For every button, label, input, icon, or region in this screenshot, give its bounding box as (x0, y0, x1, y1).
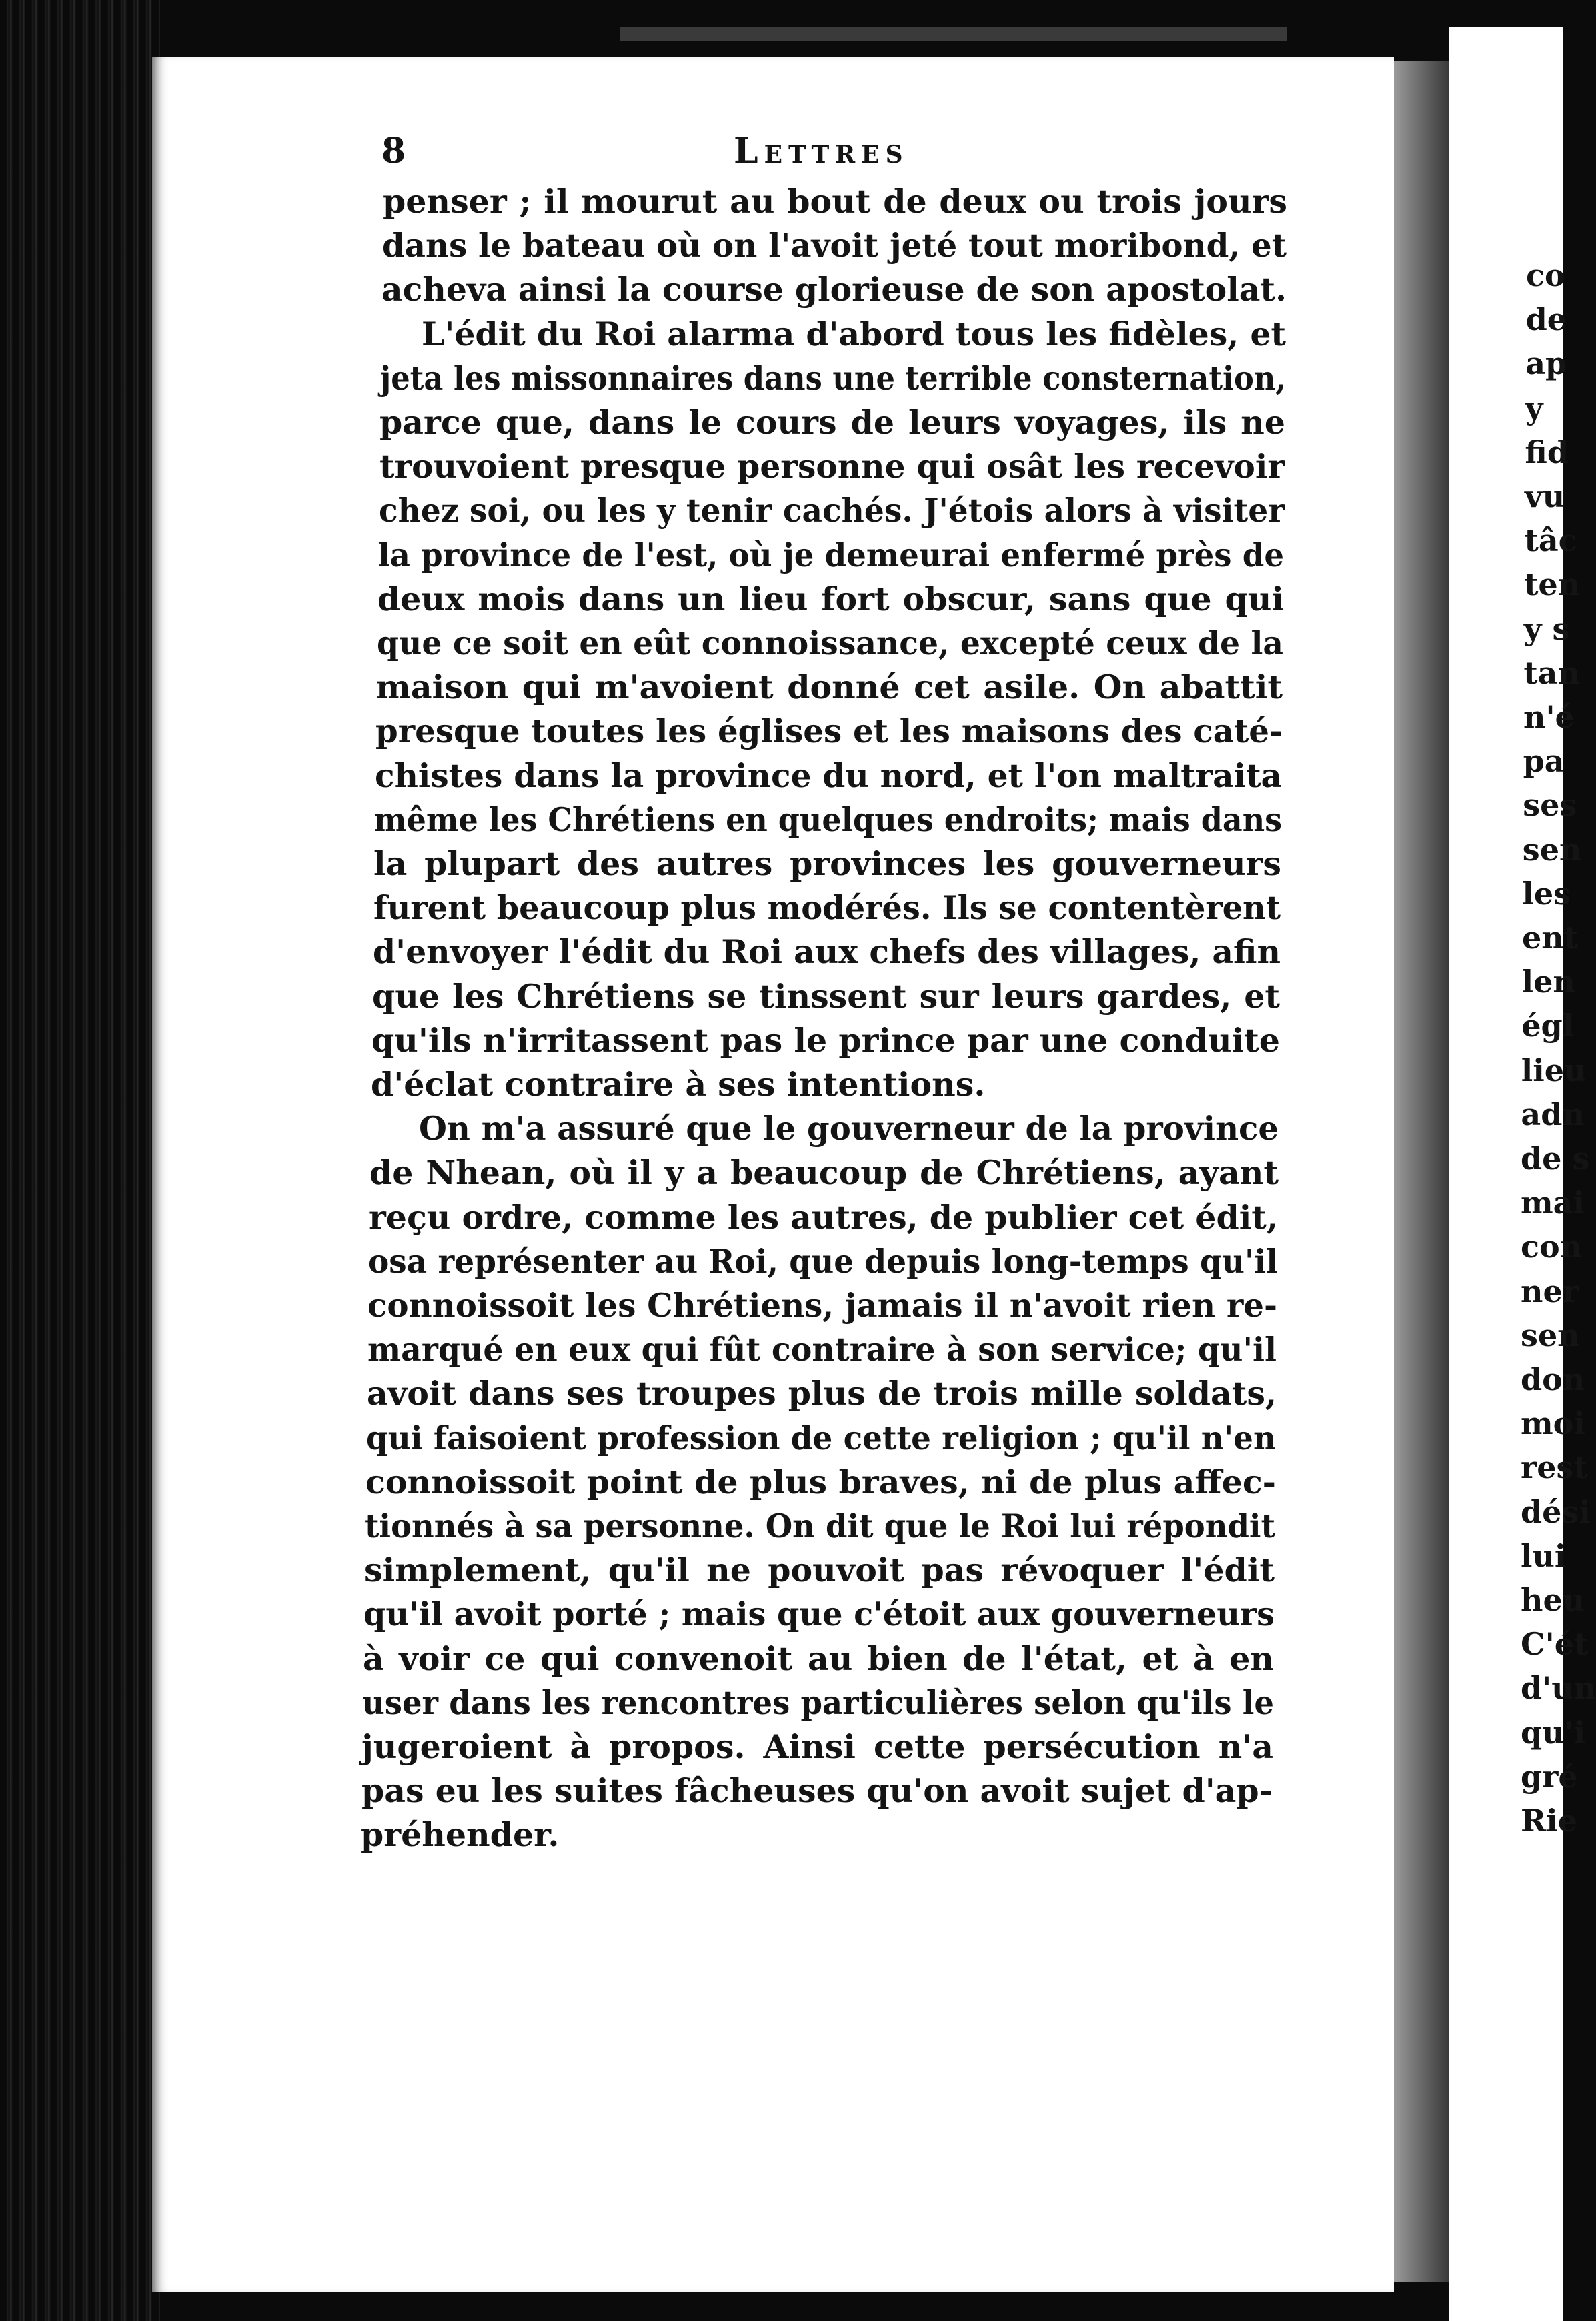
facing-text-fragment: égl (1521, 1008, 1575, 1044)
text-line: d'envoyer l'édit du Roi aux chefs des villages, afin (373, 932, 1281, 971)
facing-text-fragment: moi (1521, 1405, 1585, 1441)
facing-text-fragment: don (1521, 1361, 1585, 1397)
text-line: préhender. (361, 1815, 560, 1854)
facing-text-fragment: les (1522, 876, 1571, 912)
text-line: connoissoit les Chrétiens, jamais il n'avoit rien re- (367, 1286, 1277, 1325)
page-number: 8 (381, 131, 406, 171)
text-line: trouvoient presque personne qui osât les recevoir (379, 447, 1285, 486)
text-line: qui faisoient profession de cette religion ; qu'il n'en (366, 1419, 1276, 1457)
facing-text-fragment: adn (1521, 1096, 1585, 1132)
facing-text-fragment: vu (1525, 478, 1565, 514)
facing-text-fragment: d'un (1521, 1670, 1596, 1706)
facing-text-fragment: y (1525, 390, 1543, 426)
facing-text-fragment: tan (1523, 655, 1580, 691)
text-line: même les Chrétiens en quelques endroits; mais dans (374, 800, 1282, 839)
text-line: furent beaucoup plus modérés. Ils se contentèrent (373, 888, 1281, 927)
facing-text-fragment: co (1526, 257, 1565, 293)
book-spine (1394, 61, 1449, 2282)
facing-text-fragment: ses (1523, 787, 1577, 823)
facing-text-fragment: pa (1523, 743, 1565, 779)
facing-text-fragment: ten (1524, 566, 1581, 602)
text-line: osa représenter au Roi, que depuis long-temps qu'il (368, 1242, 1278, 1281)
text-line: qu'ils n'irritassent pas le prince par une conduite (371, 1021, 1280, 1060)
facing-text-fragment: len (1521, 964, 1575, 1000)
facing-text-fragment: tâc (1524, 522, 1577, 558)
text-line: presque toutes les églises et les maisons des caté- (375, 712, 1283, 750)
facing-text-fragment: qu'i (1521, 1715, 1586, 1751)
text-line: jugeroient à propos. Ainsi cette persécution n'a (361, 1727, 1273, 1766)
facing-text-fragment: lieu (1521, 1052, 1587, 1088)
facing-text-fragment: ner (1521, 1273, 1579, 1309)
text-line: reçu ordre, comme les autres, de publier cet édit, (369, 1198, 1278, 1237)
text-line: avoit dans ses troupes plus de trois mille soldats, (367, 1374, 1277, 1413)
facing-text-fragment: Rie (1521, 1803, 1577, 1839)
facing-text-fragment: gré (1521, 1759, 1578, 1795)
text-line: L'édit du Roi alarma d'abord tous les fidèles, et (422, 315, 1286, 353)
text-line: chistes dans la province du nord, et l'on maltraita (375, 756, 1282, 795)
text-line: simplement, qu'il ne pouvoit pas révoquer l'édit (364, 1551, 1275, 1589)
facing-text-fragment: heu (1521, 1582, 1585, 1618)
text-line: la province de l'est, où je demeurai enfermé près de (378, 536, 1284, 574)
text-line: tionnés à sa personne. On dit que le Roi lui répondit (365, 1507, 1275, 1545)
text-line: dans le bateau où on l'avoit jeté tout moribond, et (382, 226, 1287, 265)
facing-text-fragment: sen (1521, 1317, 1580, 1353)
text-line: On m'a assuré que le gouverneur de la province (419, 1109, 1279, 1148)
facing-text-fragment: fid (1525, 434, 1569, 470)
text-line: marqué en eux qui fût contraire à son service; qu'il (367, 1330, 1277, 1369)
text-line: acheva ainsi la course glorieuse de son apostolat. (381, 270, 1287, 309)
text-line: qu'il avoit porté ; mais que c'étoit aux gouverneurs (363, 1595, 1275, 1633)
facing-text-fragment: ap (1525, 345, 1567, 381)
text-line: connoissoit point de plus braves, ni de plus affec- (365, 1463, 1276, 1501)
facing-page-fragment (1449, 27, 1596, 2321)
facing-text-fragment: y s (1523, 611, 1570, 647)
facing-text-fragment: con (1521, 1229, 1583, 1265)
facing-text-fragment: rest (1521, 1449, 1588, 1485)
text-line: que les Chrétiens se tinssent sur leurs gardes, et (372, 977, 1280, 1016)
text-line: user dans les rencontres particulières selon qu'ils le (362, 1683, 1274, 1722)
text-line: penser ; il mourut au bout de deux ou trois jours (383, 182, 1287, 221)
text-line: que ce soit en eût connoissance, excepté ceux de la (377, 624, 1283, 662)
facing-text-fragment: mai (1521, 1185, 1585, 1221)
text-line: à voir ce qui convenoit au bien de l'état, et à en (363, 1639, 1274, 1678)
facing-text-fragment: lui (1521, 1538, 1567, 1574)
text-line: deux mois dans un lieu fort obscur, sans que qui (377, 580, 1284, 618)
facing-text-fragment: C'ét (1521, 1626, 1589, 1662)
running-title: Lettres (734, 131, 909, 171)
facing-text-fragment: sen (1522, 832, 1582, 868)
facing-text-fragment: ent (1522, 920, 1578, 956)
facing-text-fragment: de s (1521, 1140, 1590, 1177)
text-line: pas eu les suites fâcheuses qu'on avoit sujet d'ap- (361, 1771, 1273, 1810)
text-line: jeta les missonnaires dans une terrible consternation, (380, 359, 1286, 398)
text-line: de Nhean, où il y a beaucoup de Chrétiens, ayant (369, 1153, 1279, 1192)
text-line: parce que, dans le cours de leurs voyages, ils ne (379, 403, 1285, 442)
facing-text-fragment: dési (1521, 1494, 1591, 1530)
facing-text-fragment: de (1525, 301, 1567, 337)
text-line: chez soi, ou les y tenir cachés. J'étois alors à visiter (379, 491, 1285, 530)
text-line: d'éclat contraire à ses intentions. (371, 1065, 986, 1104)
text-line: maison qui m'avoient donné cet asile. On abattit (376, 668, 1283, 706)
text-line: la plupart des autres provinces les gouverneurs (373, 844, 1281, 883)
facing-text-fragment: n'é (1523, 699, 1575, 735)
